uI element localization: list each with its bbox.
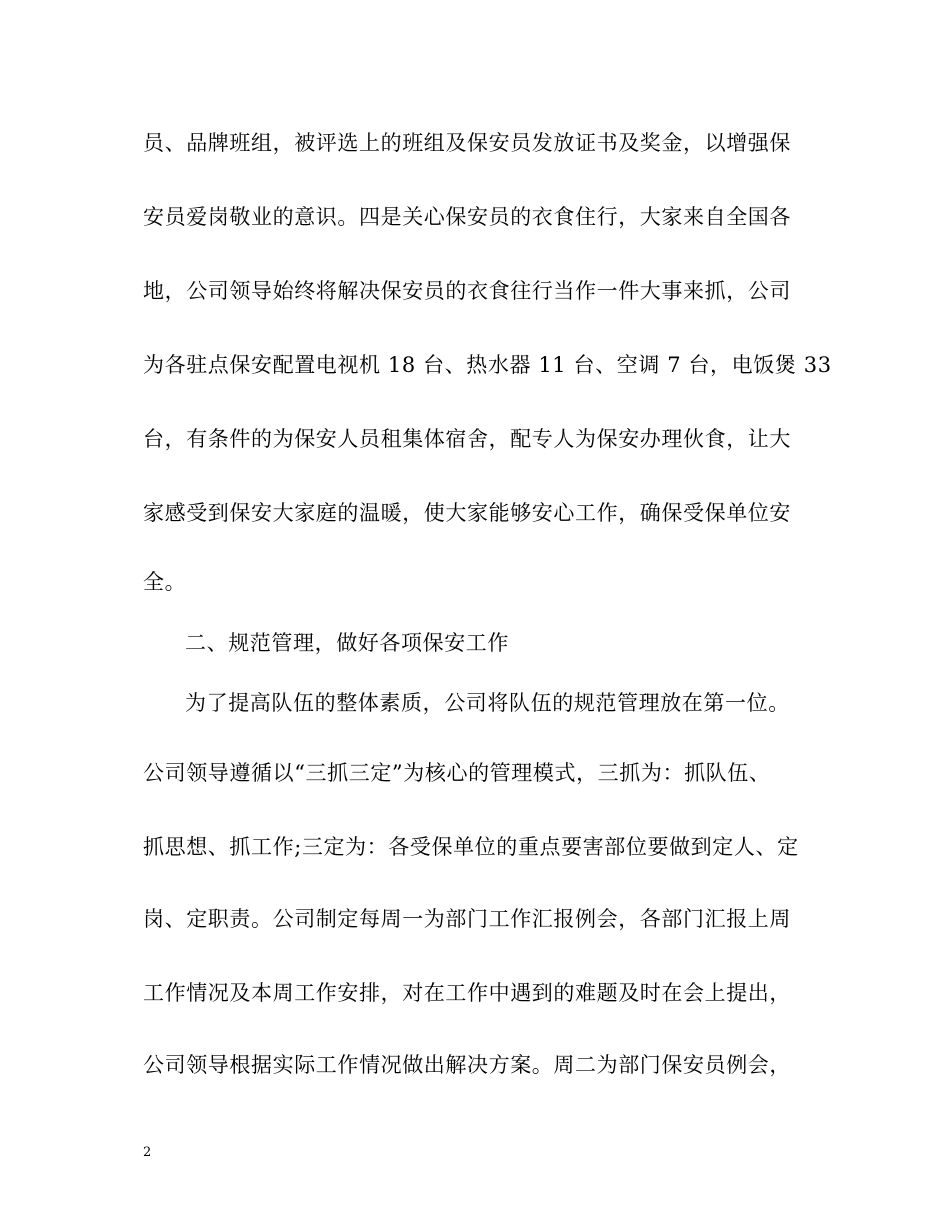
text-line: 家感受到保安大家庭的温暖，使大家能够安心工作，确保受保单位安 [143, 501, 791, 525]
text-line: 工作情况及本周工作安排，对在工作中遇到的难题及时在会上提出， [143, 981, 791, 1005]
section-heading: 二、规范管理，做好各项保安工作 [185, 631, 509, 655]
text-line: 地，公司领导始终将解决保安员的衣食往行当作一件大事来抓，公司 [143, 279, 791, 303]
text-line: 为了提高队伍的整体素质，公司将队伍的规范管理放在第一位。 [185, 691, 790, 715]
text-line: 台，有条件的为保安人员租集体宿舍，配专人为保安办理伙食，让大 [143, 427, 791, 451]
text-line: 安员爱岗敬业的意识。四是关心保安员的衣食住行，大家来自全国各 [143, 205, 791, 229]
text-line: 公司领导遵循以“三抓三定”为核心的管理模式，三抓为：抓队伍、 [143, 761, 771, 785]
text-line: 抓思想、抓工作;三定为：各受保单位的重点要害部位要做到定人、定 [143, 835, 799, 859]
text-line: 全。 [143, 570, 187, 594]
text-line: 公司领导根据实际工作情况做出解决方案。周二为部门保安员例会， [143, 1053, 791, 1077]
page-number: 2 [143, 1145, 152, 1160]
text-line: 员、品牌班组，被评选上的班组及保安员发放证书及奖金，以增强保 [143, 131, 791, 155]
text-line: 岗、定职责。公司制定每周一为部门工作汇报例会，各部门汇报上周 [143, 907, 791, 931]
text-line: 为各驻点保安配置电视机 18 台、热水器 11 台、空调 7 台，电饭煲 33 [143, 353, 832, 377]
